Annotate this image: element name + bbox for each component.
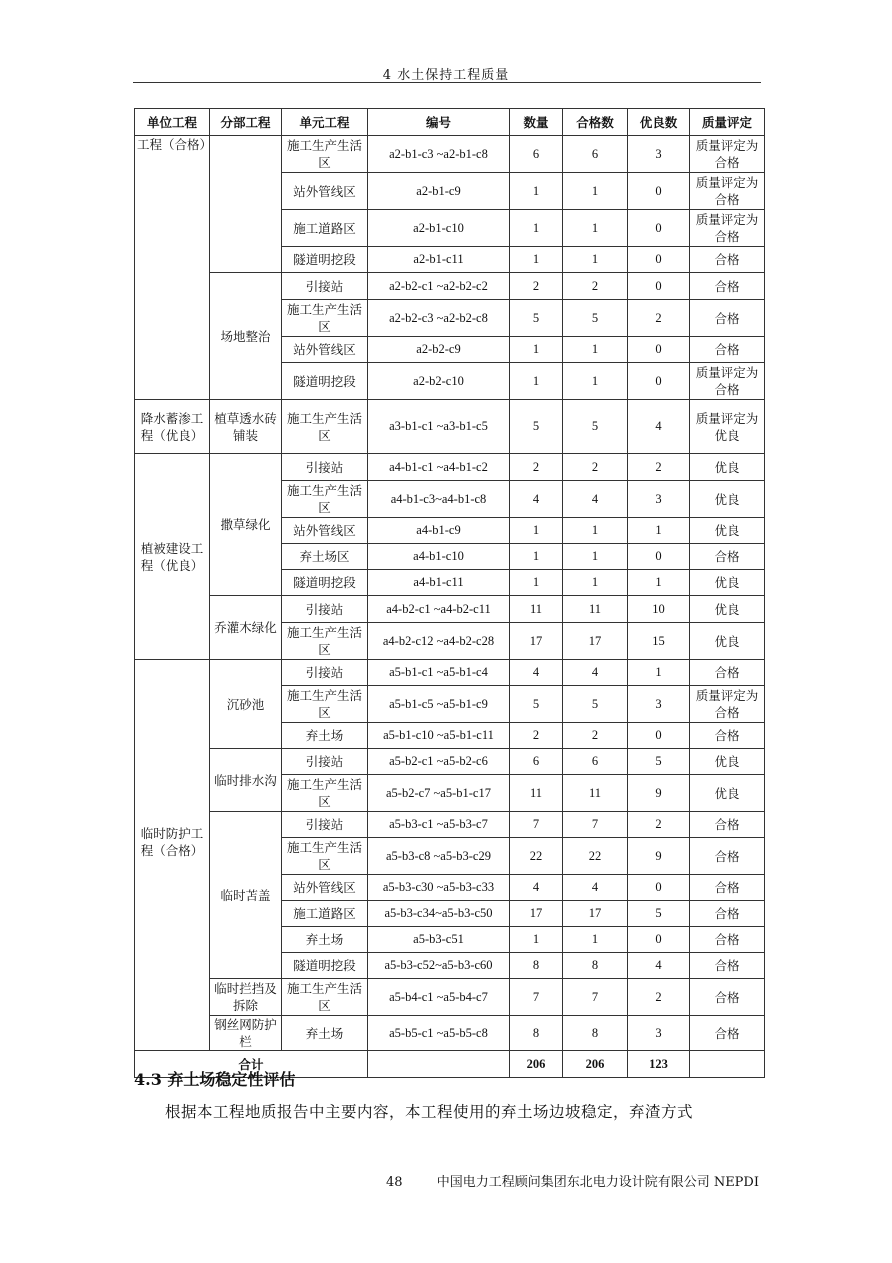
pass-cell: 1	[563, 337, 628, 363]
table-row	[135, 812, 765, 838]
element-cell: 引接站	[282, 749, 368, 775]
running-header: 4 水土保持工程质量	[382, 68, 510, 83]
table-row	[135, 1016, 765, 1051]
code-cell: a2-b1-c11	[368, 247, 510, 273]
code-cell: a5-b1-c10 ~a5-b1-c11	[368, 723, 510, 749]
pass-cell: 8	[563, 1016, 628, 1051]
element-cell: 弃土场	[282, 723, 368, 749]
code-cell: a4-b1-c1 ~a4-b1-c2	[368, 454, 510, 481]
section-heading: 4.3 弃土场稳定性评估	[134, 1070, 296, 1089]
good-cell: 2	[628, 979, 690, 1016]
pass-cell: 1	[563, 363, 628, 400]
table-row	[135, 400, 765, 454]
pass-cell: 5	[563, 686, 628, 723]
page-footer	[386, 1171, 759, 1190]
qty-cell: 1	[510, 544, 563, 570]
qty-cell: 11	[510, 596, 563, 623]
qty-cell: 17	[510, 623, 563, 660]
col-header: 优良数	[628, 109, 690, 136]
element-cell: 隧道明挖段	[282, 247, 368, 273]
footer-org: 中国电力工程顾问集团东北电力设计院有限公司 NEPDI	[436, 1175, 759, 1190]
good-cell: 2	[628, 454, 690, 481]
good-cell: 0	[628, 247, 690, 273]
qty-cell: 2	[510, 273, 563, 300]
good-cell: 3	[628, 686, 690, 723]
pass-cell: 6	[563, 749, 628, 775]
qty-cell: 4	[510, 481, 563, 518]
good-cell: 4	[628, 400, 690, 454]
total-pass: 206	[563, 1051, 628, 1078]
good-cell: 0	[628, 210, 690, 247]
qty-cell: 1	[510, 927, 563, 953]
element-cell: 引接站	[282, 596, 368, 623]
good-cell: 10	[628, 596, 690, 623]
table-row	[135, 979, 765, 1016]
code-cell: a5-b3-c51	[368, 927, 510, 953]
qty-cell: 2	[510, 723, 563, 749]
good-cell: 0	[628, 273, 690, 300]
code-cell: a3-b1-c1 ~a3-b1-c5	[368, 400, 510, 454]
division-cell: 撒草绿化	[210, 454, 282, 596]
rating-cell: 优良	[690, 623, 765, 660]
code-cell: a5-b3-c30 ~a5-b3-c33	[368, 875, 510, 901]
element-cell: 引接站	[282, 454, 368, 481]
qty-cell: 4	[510, 660, 563, 686]
code-cell: a4-b1-c11	[368, 570, 510, 596]
division-cell: 钢丝网防护栏	[210, 1016, 282, 1051]
element-cell: 站外管线区	[282, 173, 368, 210]
pass-cell: 1	[563, 518, 628, 544]
total-code-cell	[368, 1051, 510, 1078]
code-cell: a2-b1-c3 ~a2-b1-c8	[368, 136, 510, 173]
code-cell: a5-b1-c1 ~a5-b1-c4	[368, 660, 510, 686]
rating-cell: 质量评定为合格	[690, 686, 765, 723]
good-cell: 5	[628, 901, 690, 927]
good-cell: 3	[628, 136, 690, 173]
qty-cell: 5	[510, 400, 563, 454]
rating-cell: 合格	[690, 544, 765, 570]
division-cell: 植草透水砖铺装	[210, 400, 282, 454]
good-cell: 0	[628, 363, 690, 400]
rating-cell: 合格	[690, 901, 765, 927]
division-cell: 场地整治	[210, 273, 282, 400]
element-cell: 施工生产生活区	[282, 481, 368, 518]
rating-cell: 合格	[690, 812, 765, 838]
code-cell: a4-b1-c3~a4-b1-c8	[368, 481, 510, 518]
good-cell: 9	[628, 838, 690, 875]
table-header-row	[135, 109, 765, 136]
table-row	[135, 273, 765, 300]
rating-cell: 优良	[690, 749, 765, 775]
qty-cell: 5	[510, 686, 563, 723]
pass-cell: 17	[563, 901, 628, 927]
element-cell: 施工生产生活区	[282, 979, 368, 1016]
good-cell: 1	[628, 660, 690, 686]
pass-cell: 1	[563, 210, 628, 247]
good-cell: 0	[628, 875, 690, 901]
qty-cell: 7	[510, 812, 563, 838]
element-cell: 弃土场区	[282, 544, 368, 570]
code-cell: a5-b5-c1 ~a5-b5-c8	[368, 1016, 510, 1051]
pass-cell: 11	[563, 596, 628, 623]
pass-cell: 11	[563, 775, 628, 812]
qty-cell: 1	[510, 363, 563, 400]
qty-cell: 22	[510, 838, 563, 875]
header-rule	[133, 82, 761, 83]
qty-cell: 11	[510, 775, 563, 812]
element-cell: 施工生产生活区	[282, 838, 368, 875]
element-cell: 引接站	[282, 660, 368, 686]
pass-cell: 2	[563, 273, 628, 300]
pass-cell: 6	[563, 136, 628, 173]
pass-cell: 1	[563, 173, 628, 210]
code-cell: a4-b2-c12 ~a4-b2-c28	[368, 623, 510, 660]
pass-cell: 5	[563, 300, 628, 337]
element-cell: 施工生产生活区	[282, 775, 368, 812]
element-cell: 弃土场	[282, 927, 368, 953]
rating-cell: 优良	[690, 518, 765, 544]
element-cell: 弃土场	[282, 1016, 368, 1051]
pass-cell: 7	[563, 812, 628, 838]
code-cell: a5-b3-c1 ~a5-b3-c7	[368, 812, 510, 838]
element-cell: 施工生产生活区	[282, 686, 368, 723]
code-cell: a4-b2-c1 ~a4-b2-c11	[368, 596, 510, 623]
rating-cell: 合格	[690, 953, 765, 979]
good-cell: 0	[628, 544, 690, 570]
col-header: 单位工程	[135, 109, 210, 136]
good-cell: 2	[628, 812, 690, 838]
rating-cell: 合格	[690, 300, 765, 337]
element-cell: 隧道明挖段	[282, 363, 368, 400]
col-header: 分部工程	[210, 109, 282, 136]
element-cell: 施工道路区	[282, 901, 368, 927]
code-cell: a5-b2-c7 ~a5-b1-c17	[368, 775, 510, 812]
rating-cell: 质量评定为优良	[690, 400, 765, 454]
col-header: 数量	[510, 109, 563, 136]
rating-cell: 优良	[690, 481, 765, 518]
code-cell: a2-b2-c3 ~a2-b2-c8	[368, 300, 510, 337]
element-cell: 站外管线区	[282, 518, 368, 544]
pass-cell: 1	[563, 570, 628, 596]
division-cell: 临时拦挡及拆除	[210, 979, 282, 1016]
element-cell: 施工生产生活区	[282, 300, 368, 337]
col-header: 单元工程	[282, 109, 368, 136]
qty-cell: 1	[510, 518, 563, 544]
element-cell: 引接站	[282, 812, 368, 838]
pass-cell: 4	[563, 481, 628, 518]
division-cell	[210, 136, 282, 273]
rating-cell: 合格	[690, 247, 765, 273]
code-cell: a5-b3-c8 ~a5-b3-c29	[368, 838, 510, 875]
code-cell: a2-b2-c1 ~a2-b2-c2	[368, 273, 510, 300]
table-row	[135, 136, 765, 173]
pass-cell: 2	[563, 723, 628, 749]
division-cell: 乔灌木绿化	[210, 596, 282, 660]
rating-cell: 质量评定为合格	[690, 210, 765, 247]
table-row	[135, 660, 765, 686]
table-row	[135, 596, 765, 623]
table-row	[135, 454, 765, 481]
qty-cell: 1	[510, 337, 563, 363]
quality-table	[134, 108, 765, 1078]
good-cell: 3	[628, 481, 690, 518]
rating-cell: 合格	[690, 337, 765, 363]
qty-cell: 1	[510, 210, 563, 247]
total-good: 123	[628, 1051, 690, 1078]
rating-cell: 合格	[690, 875, 765, 901]
pass-cell: 17	[563, 623, 628, 660]
table-row	[135, 749, 765, 775]
total-qty: 206	[510, 1051, 563, 1078]
pass-cell: 1	[563, 927, 628, 953]
rating-cell: 合格	[690, 660, 765, 686]
rating-cell: 优良	[690, 596, 765, 623]
qty-cell: 8	[510, 953, 563, 979]
code-cell: a5-b4-c1 ~a5-b4-c7	[368, 979, 510, 1016]
rating-cell: 合格	[690, 723, 765, 749]
qty-cell: 6	[510, 136, 563, 173]
col-header: 质量评定	[690, 109, 765, 136]
qty-cell: 6	[510, 749, 563, 775]
good-cell: 0	[628, 723, 690, 749]
page-number: 48	[386, 1175, 403, 1190]
code-cell: a2-b1-c10	[368, 210, 510, 247]
good-cell: 9	[628, 775, 690, 812]
good-cell: 0	[628, 927, 690, 953]
pass-cell: 22	[563, 838, 628, 875]
element-cell: 引接站	[282, 273, 368, 300]
col-header: 合格数	[563, 109, 628, 136]
total-label: 合计	[135, 1051, 368, 1078]
rating-cell: 合格	[690, 273, 765, 300]
rating-cell: 优良	[690, 454, 765, 481]
pass-cell: 7	[563, 979, 628, 1016]
element-cell: 施工道路区	[282, 210, 368, 247]
qty-cell: 8	[510, 1016, 563, 1051]
qty-cell: 4	[510, 875, 563, 901]
qty-cell: 1	[510, 570, 563, 596]
element-cell: 站外管线区	[282, 337, 368, 363]
pass-cell: 8	[563, 953, 628, 979]
good-cell: 1	[628, 518, 690, 544]
rating-cell: 质量评定为合格	[690, 363, 765, 400]
rating-cell: 合格	[690, 838, 765, 875]
code-cell: a5-b3-c34~a5-b3-c50	[368, 901, 510, 927]
rating-cell: 优良	[690, 570, 765, 596]
pass-cell: 1	[563, 544, 628, 570]
division-cell: 临时苫盖	[210, 812, 282, 979]
unit-cell: 降水蓄渗工程（优良）	[135, 400, 210, 454]
division-cell: 沉砂池	[210, 660, 282, 749]
code-cell: a4-b1-c10	[368, 544, 510, 570]
unit-cell: 临时防护工程（合格）	[135, 660, 210, 1051]
qty-cell: 2	[510, 454, 563, 481]
good-cell: 4	[628, 953, 690, 979]
code-cell: a5-b2-c1 ~a5-b2-c6	[368, 749, 510, 775]
good-cell: 0	[628, 337, 690, 363]
total-rating-cell	[690, 1051, 765, 1078]
rating-cell: 优良	[690, 775, 765, 812]
element-cell: 隧道明挖段	[282, 570, 368, 596]
pass-cell: 5	[563, 400, 628, 454]
rating-cell: 合格	[690, 979, 765, 1016]
pass-cell: 4	[563, 660, 628, 686]
code-cell: a2-b2-c9	[368, 337, 510, 363]
element-cell: 施工生产生活区	[282, 623, 368, 660]
rating-cell: 质量评定为合格	[690, 173, 765, 210]
good-cell: 1	[628, 570, 690, 596]
pass-cell: 2	[563, 454, 628, 481]
qty-cell: 1	[510, 247, 563, 273]
unit-cell: 工程（合格）	[135, 136, 210, 400]
qty-cell: 7	[510, 979, 563, 1016]
unit-cell: 植被建设工程（优良）	[135, 454, 210, 660]
rating-cell: 质量评定为合格	[690, 136, 765, 173]
body-paragraph: 根据本工程地质报告中主要内容，本工程使用的弃土场边坡稳定，弃渣方式	[165, 1103, 694, 1121]
code-cell: a5-b1-c5 ~a5-b1-c9	[368, 686, 510, 723]
element-cell: 施工生产生活区	[282, 136, 368, 173]
code-cell: a5-b3-c52~a5-b3-c60	[368, 953, 510, 979]
rating-cell: 合格	[690, 1016, 765, 1051]
qty-cell: 17	[510, 901, 563, 927]
division-cell: 临时排水沟	[210, 749, 282, 812]
good-cell: 3	[628, 1016, 690, 1051]
col-header: 编号	[368, 109, 510, 136]
code-cell: a4-b1-c9	[368, 518, 510, 544]
good-cell: 15	[628, 623, 690, 660]
pass-cell: 4	[563, 875, 628, 901]
code-cell: a2-b2-c10	[368, 363, 510, 400]
qty-cell: 5	[510, 300, 563, 337]
rating-cell: 合格	[690, 927, 765, 953]
good-cell: 2	[628, 300, 690, 337]
element-cell: 隧道明挖段	[282, 953, 368, 979]
good-cell: 5	[628, 749, 690, 775]
code-cell: a2-b1-c9	[368, 173, 510, 210]
element-cell: 施工生产生活区	[282, 400, 368, 454]
qty-cell: 1	[510, 173, 563, 210]
good-cell: 0	[628, 173, 690, 210]
element-cell: 站外管线区	[282, 875, 368, 901]
pass-cell: 1	[563, 247, 628, 273]
